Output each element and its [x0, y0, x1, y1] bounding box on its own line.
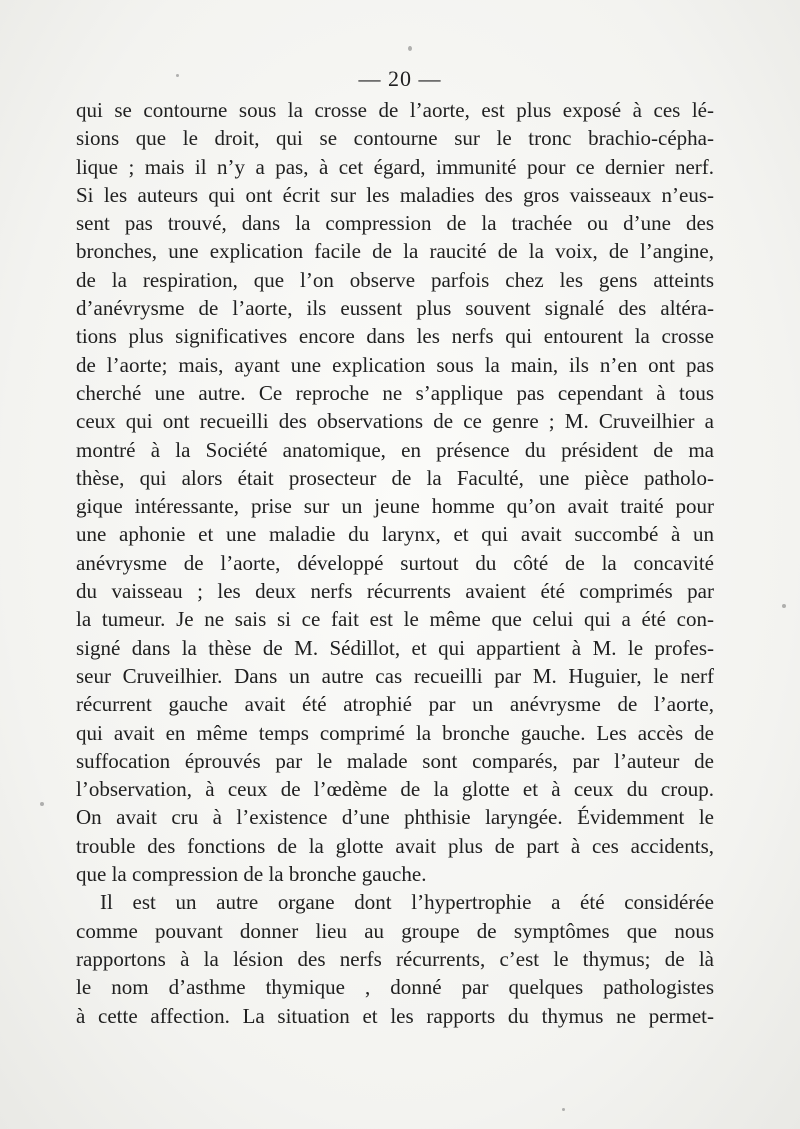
text-line: du vaisseau ; les deux nerfs récurrents avaient été comprimés par: [76, 579, 714, 604]
text-line: tions plus significatives encore dans les nerfs qui entourent la crosse: [76, 324, 714, 349]
text-line: de la respiration, que l’on observe parfois chez les gens atteints: [76, 267, 714, 292]
text-line: rapportons à la lésion des nerfs récurrents, c’est le thymus; de là: [76, 946, 714, 971]
text-line: d’anévrysme de l’aorte, ils eussent plus souvent signalé des altéra-: [76, 296, 714, 321]
text-line: sent pas trouvé, dans la compression de la trachée ou d’une des: [76, 211, 714, 236]
body-text: [76, 96, 714, 1030]
text-line: le nom d’asthme thymique , donné par quelques pathologistes: [76, 975, 714, 1000]
text-line: seur Cruveilhier. Dans un autre cas recueilli par M. Huguier, le nerf: [76, 663, 714, 688]
paragraph-start-line: Il est un autre organe dont l’hypertrophie a été considérée: [100, 890, 714, 915]
text-line: thèse, qui alors était prosecteur de la Faculté, une pièce patholo-: [76, 465, 714, 490]
text-line: bronches, une explication facile de la raucité de la voix, de l’angine,: [76, 239, 714, 264]
text-line: anévrysme de l’aorte, développé surtout du côté de la concavité: [76, 550, 714, 575]
text-line: gique intéressante, prise sur un jeune homme qu’on avait traité pour: [76, 494, 714, 519]
text-line: comme pouvant donner lieu au groupe de symptômes que nous: [76, 918, 714, 943]
text-line: qui avait en même temps comprimé la bronche gauche. Les accès de: [76, 720, 714, 745]
text-line: signé dans la thèse de M. Sédillot, et qui appartient à M. le profes-: [76, 635, 714, 660]
page-number: — 20 —: [358, 66, 442, 91]
text-line: de l’aorte; mais, ayant une explication sous la main, ils n’en ont pas: [76, 352, 714, 377]
text-line: Si les auteurs qui ont écrit sur les maladies des gros vaisseaux n’eus-: [76, 182, 714, 207]
paper-speck: [40, 802, 44, 806]
paper-speck: [782, 604, 786, 608]
text-line: trouble des fonctions de la glotte avait plus de part à ces accidents,: [76, 833, 714, 858]
paragraph-end-line: que la compression de la bronche gauche.: [76, 862, 427, 887]
text-line: récurrent gauche avait été atrophié par un anévrysme de l’aorte,: [76, 692, 714, 717]
text-line: cherché une autre. Ce reproche ne s’applique pas cependant à tous: [76, 380, 714, 405]
text-line: une aphonie et une maladie du larynx, et qui avait succombé à un: [76, 522, 714, 547]
text-line: On avait cru à l’existence d’une phthisie laryngée. Évidemment le: [76, 805, 714, 830]
text-line: qui se contourne sous la crosse de l’aorte, est plus exposé à ces lé-: [76, 98, 714, 122]
paper-speck: [562, 1108, 565, 1111]
text-line: suffocation éprouvés par le malade sont comparés, par l’auteur de: [76, 748, 714, 773]
text-line: la tumeur. Je ne sais si ce fait est le même que celui qui a été con-: [76, 607, 714, 632]
text-line: montré à la Société anatomique, en présence du président de ma: [76, 437, 714, 462]
text-line: sions que le droit, qui se contourne sur le tronc brachio-cépha-: [76, 126, 714, 151]
text-line: l’observation, à ceux de l’œdème de la glotte et à ceux du croup.: [76, 777, 714, 802]
text-line: à cette affection. La situation et les rapports du thymus ne permet-: [76, 1003, 714, 1028]
text-line: ceux qui ont recueilli des observations de ce genre ; M. Cruveilhier a: [76, 409, 714, 434]
paper-speck: [408, 46, 412, 51]
text-line: lique ; mais il n’y a pas, à cet égard, immunité pour ce dernier nerf.: [76, 154, 714, 179]
